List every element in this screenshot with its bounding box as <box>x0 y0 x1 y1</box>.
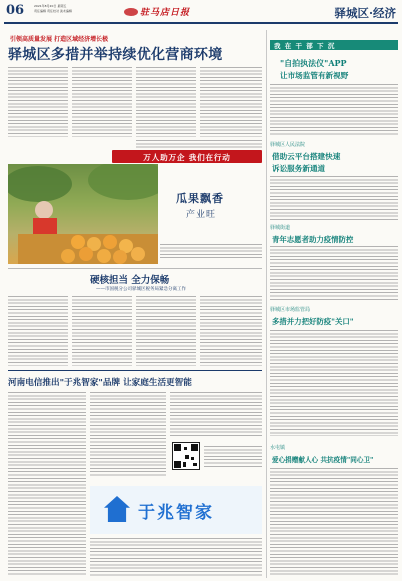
photo-caption-sub: 产业旺 <box>186 210 217 220</box>
lead-title: 驿城区多措并举持续优化营商环境 <box>8 47 223 63</box>
story3-body <box>270 246 398 302</box>
brand-banner <box>90 486 262 534</box>
bottom-rule-top <box>8 370 262 371</box>
story1-title-b: 让市场监管有新视野 <box>280 71 349 80</box>
masthead <box>0 0 402 26</box>
column-divider <box>266 30 267 578</box>
qr-code <box>172 442 200 470</box>
qr-caption <box>204 446 262 468</box>
story2-title-b: 诉讼服务新通道 <box>272 164 326 173</box>
logo-swoosh <box>124 8 138 16</box>
story2-body <box>270 176 398 220</box>
story5-kicker: 水屯镇 <box>270 445 286 451</box>
bottom-body-col-3 <box>170 392 262 438</box>
page-number: 06 <box>6 3 25 18</box>
masthead-rule <box>4 22 398 24</box>
story2-title-a: 借助云平台搭建快速 <box>272 152 341 161</box>
lead-body-col-3 <box>136 67 196 137</box>
paper-logo <box>124 4 208 18</box>
brand-house-icon <box>104 496 130 522</box>
orchard-photo <box>8 164 158 264</box>
banner-text: 万人助万企 我们在行动 <box>143 152 231 162</box>
lead-kicker: 引领高质量发展 打造区域经济增长极 <box>10 36 109 43</box>
mid-body-col-1 <box>8 296 68 366</box>
story1-title-a: "自拍执法仪"APP <box>280 58 347 68</box>
right-tag <box>270 40 398 50</box>
section-title: 驿城区·经济 <box>334 6 396 20</box>
right-tag-label: 我 在 干 部 下 沉 <box>274 42 336 50</box>
story4-title: 多措并力把好防疫"关口" <box>272 317 354 326</box>
mid-title: 硬核担当 全力保畅 <box>90 275 170 286</box>
story3-title: 青年志愿者助力疫情防控 <box>272 235 354 244</box>
story5-title: 爱心捐赠献人心 共抗疫情"同心卫" <box>272 456 374 464</box>
lead-body-col-1 <box>8 67 68 137</box>
lead-body-col-4 <box>200 67 262 137</box>
issue-date: 2021年8月20日 星期五 <box>34 4 67 8</box>
story5-body <box>270 468 398 576</box>
qr-code-art <box>173 443 199 469</box>
paper-name: 驻马店日报 <box>140 8 191 18</box>
story3-kicker: 驿城街道 <box>270 225 291 231</box>
lead-body-tail <box>136 140 262 150</box>
mid-body-col-3 <box>136 296 196 366</box>
mid-rule-top <box>8 268 262 269</box>
photo-caption-title: 瓜果飘香 <box>176 192 224 205</box>
lead-body-col-2 <box>72 67 132 137</box>
brand-name: 于兆智家 <box>138 503 214 523</box>
bottom-title: 河南电信推出"于兆智家"品牌 让家庭生活更智能 <box>8 378 192 388</box>
photo-caption-text <box>160 244 262 260</box>
story1-body <box>270 84 398 136</box>
bottom-body-col-4 <box>90 538 262 576</box>
bottom-body-col-2 <box>90 392 166 478</box>
mid-body-col-4 <box>200 296 262 366</box>
mid-body-col-2 <box>72 296 132 366</box>
story4-kicker: 驿城区市场监管局 <box>270 307 311 313</box>
action-banner <box>112 150 262 163</box>
mid-subtitle: ——市国税分公司驿城区税务局紧急分离工作 <box>96 287 186 292</box>
bottom-body-col-1 <box>8 392 86 576</box>
issue-editors: 责任编辑 责任校对 美术编辑 <box>34 9 72 13</box>
orchard-photo-art <box>8 164 158 264</box>
story2-kicker: 驿城区人民法院 <box>270 142 306 148</box>
story4-body <box>270 330 398 436</box>
